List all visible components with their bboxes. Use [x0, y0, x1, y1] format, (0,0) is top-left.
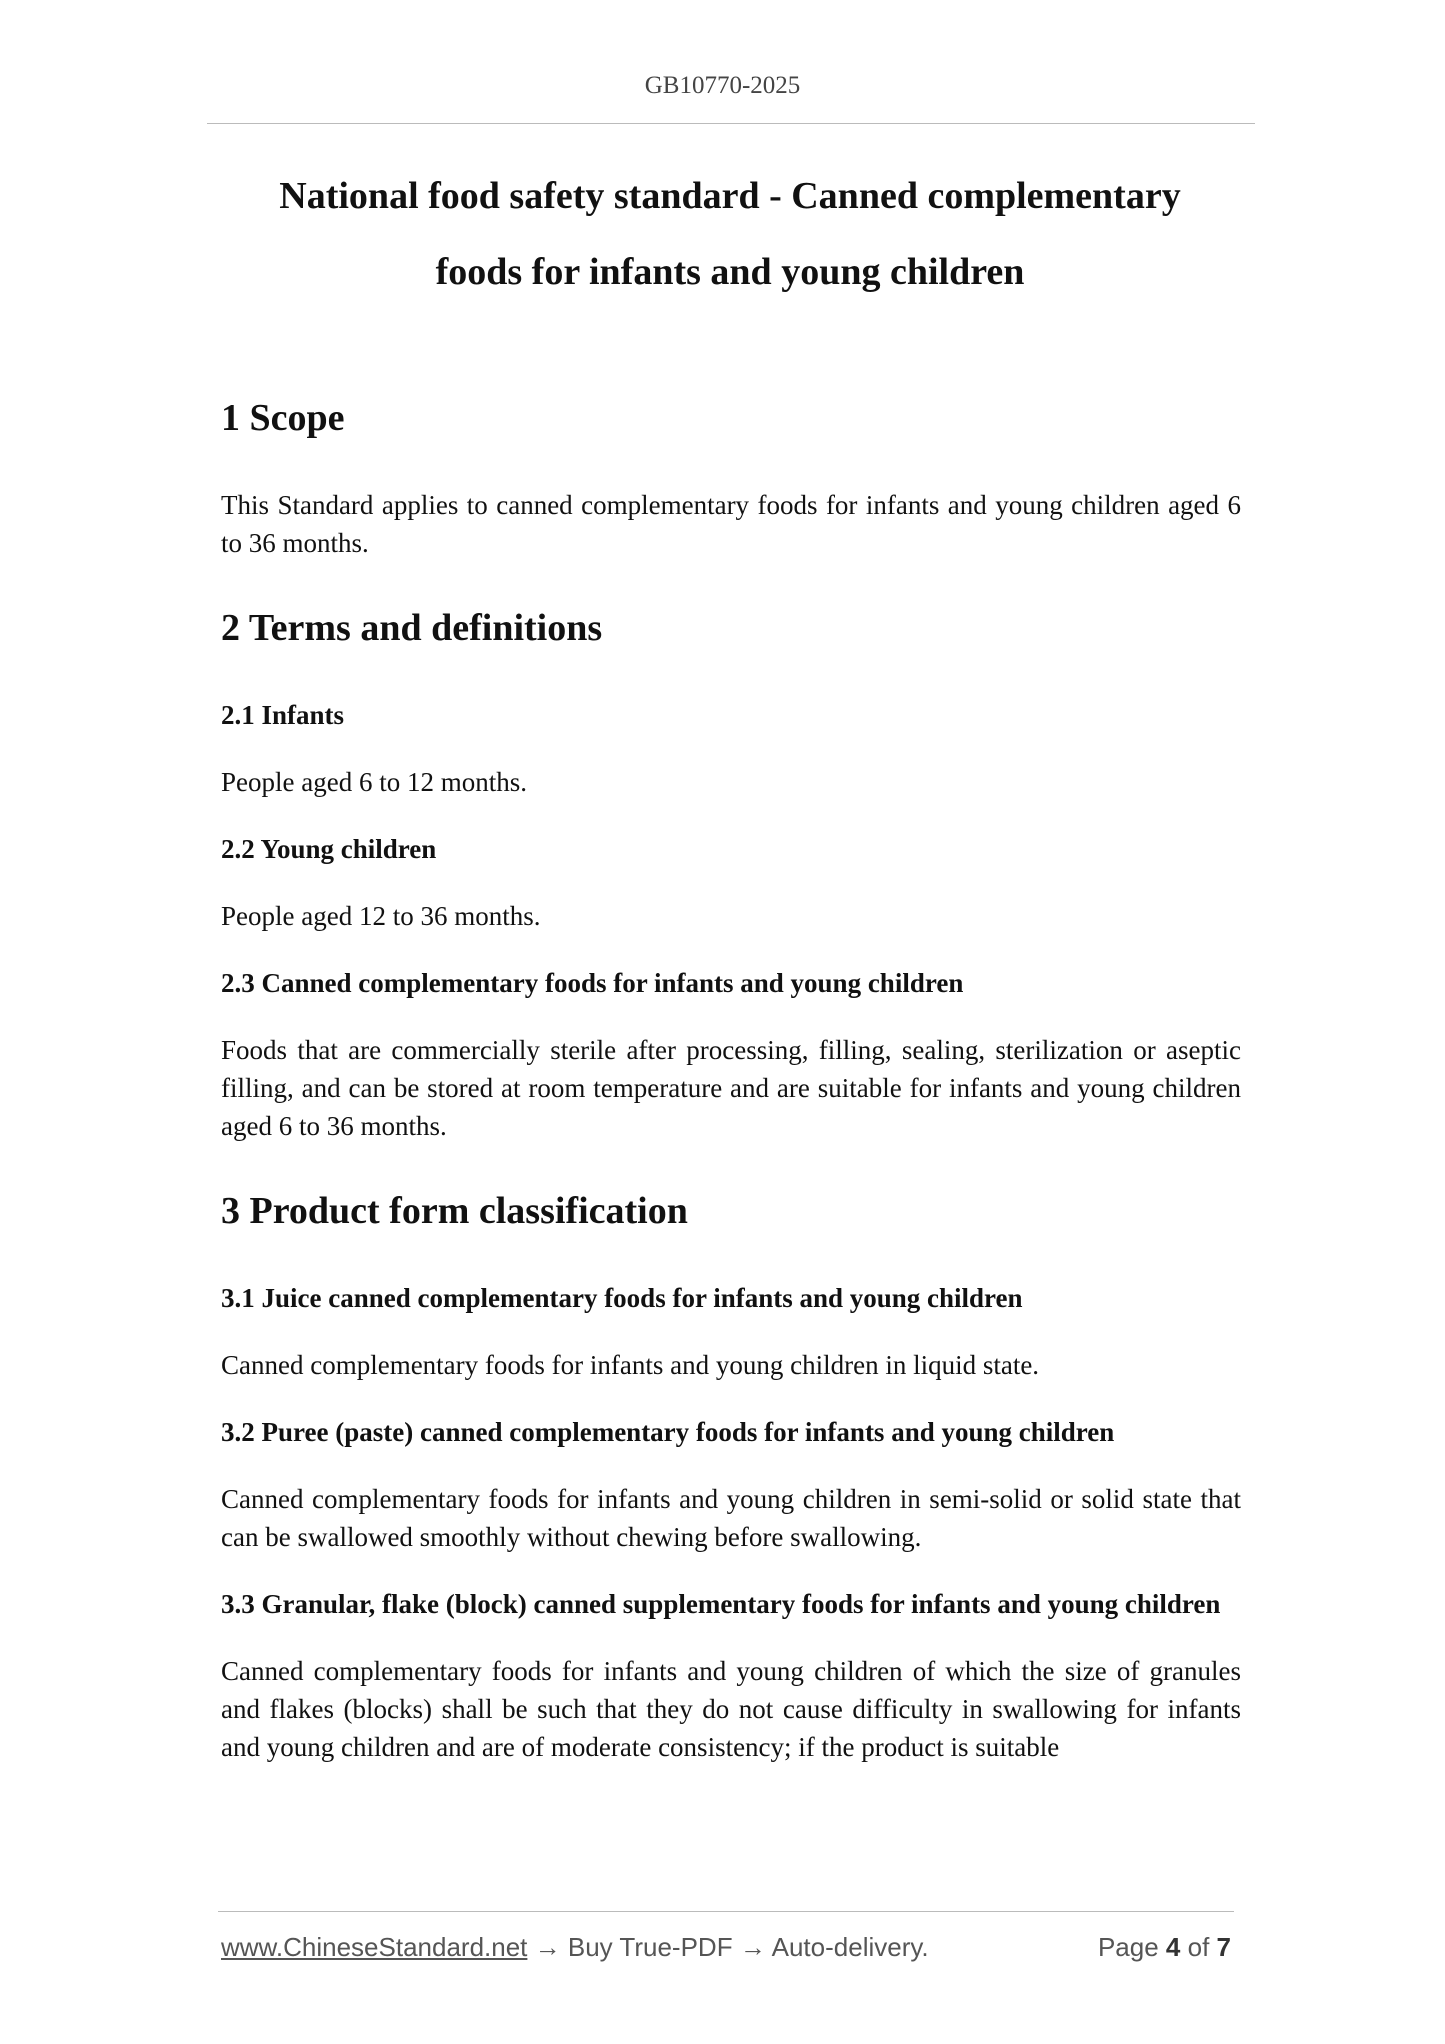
subsection-heading-3-3: 3.3 Granular, flake (block) canned supplementary foods for infants and young children — [221, 1589, 1221, 1619]
footer-promo — [221, 1932, 929, 1963]
arrow-right-icon: → — [739, 1932, 766, 1962]
page-footer — [221, 1932, 1231, 1968]
page-total: 7 — [1216, 1932, 1231, 1962]
page-indicator — [1098, 1932, 1231, 1963]
subsection-text-3-1: Canned complementary foods for infants and young children in liquid state. — [221, 1350, 1040, 1380]
page-current: 4 — [1165, 1932, 1181, 1962]
doc-code: GB10770-2025 — [644, 72, 801, 99]
delivery-text: Auto-delivery. — [771, 1932, 929, 1962]
document-body — [221, 390, 1241, 1766]
scope-text: This Standard applies to canned complementary foods for infants and young children aged 6 to 36 months. — [221, 490, 1241, 558]
document-title — [220, 158, 1240, 310]
subsection-heading-2-1: 2.1 Infants — [221, 700, 345, 730]
subsection-heading-3-1: 3.1 Juice canned complementary foods for infants and young children — [221, 1283, 1023, 1313]
document-header — [0, 72, 1445, 100]
footer-divider — [218, 1911, 1234, 1912]
arrow-right-icon: → — [534, 1932, 561, 1962]
header-divider — [207, 123, 1255, 124]
section-heading-terms: 2 Terms and definitions — [221, 607, 603, 649]
title-line-2: foods for infants and young children — [435, 251, 1025, 293]
subsection-text-2-3: Foods that are commercially sterile after processing, filling, sealing, sterilization or aseptic filling, and can be stored at room temperature and are suitable for infants and young children aged 6 to 36 months. — [221, 1035, 1241, 1141]
buy-text: Buy True-PDF — [567, 1932, 733, 1962]
subsection-text-2-1: People aged 6 to 12 months. — [221, 767, 527, 797]
section-heading-classification: 3 Product form classification — [221, 1190, 688, 1232]
subsection-text-2-2: People aged 12 to 36 months. — [221, 901, 541, 931]
subsection-text-3-3: Canned complementary foods for infants and young children of which the size of granules and flakes (blocks) shall be such that they do not cause difficulty in swallowing for infants and young children and are of moderate consistency; if the product is suitable — [221, 1656, 1241, 1762]
title-line-1: National food safety standard - Canned complementary — [279, 175, 1181, 217]
website-link[interactable]: www.ChineseStandard.net — [221, 1932, 528, 1962]
subsection-heading-3-2: 3.2 Puree (paste) canned complementary foods for infants and young children — [221, 1417, 1115, 1447]
page-label: Page — [1097, 1932, 1159, 1962]
section-heading-scope: 1 Scope — [221, 397, 345, 439]
subsection-text-3-2: Canned complementary foods for infants and young children in semi-solid or solid state that can be swallowed smoothly without chewing before swallowing. — [221, 1484, 1241, 1552]
subsection-heading-2-2: 2.2 Young children — [221, 834, 437, 864]
subsection-heading-2-3: 2.3 Canned complementary foods for infants and young children — [221, 968, 964, 998]
page-of: of — [1187, 1932, 1210, 1962]
